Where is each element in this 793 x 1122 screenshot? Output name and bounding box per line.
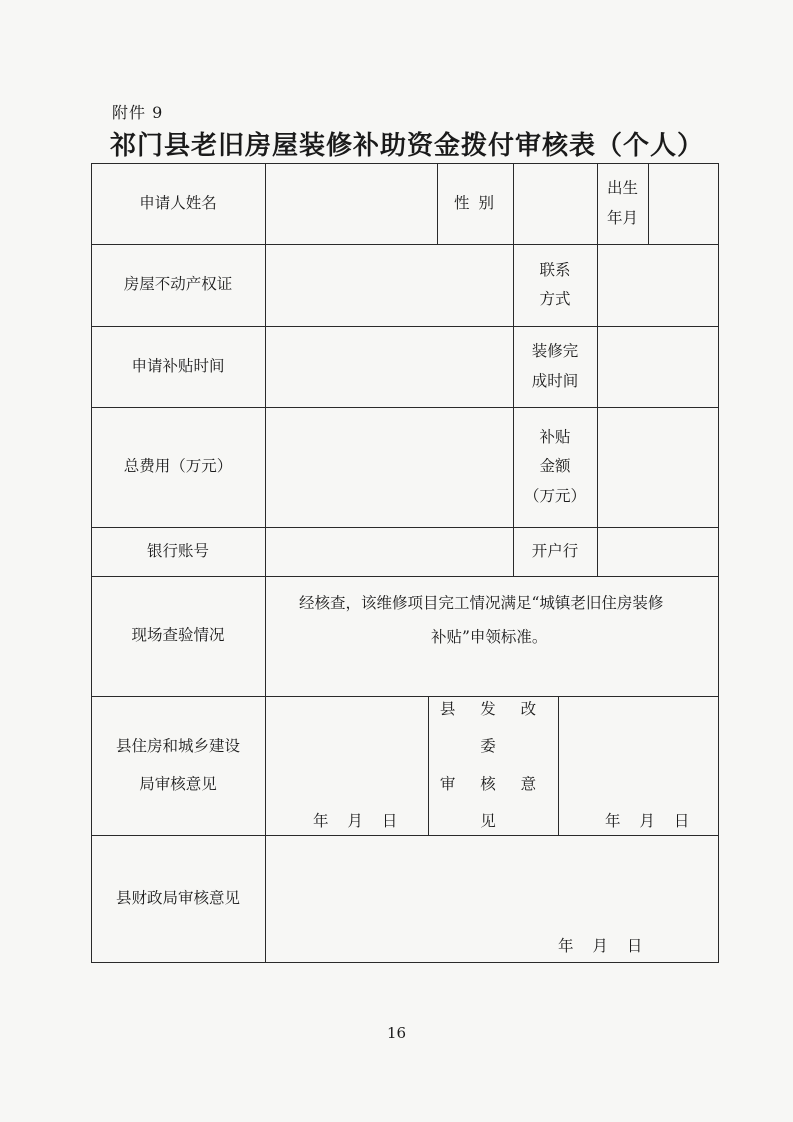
subsidy-label-line2: 金额 — [539, 457, 571, 476]
finance-bureau-opinion-field[interactable] — [265, 835, 719, 963]
drc-label-line1: 县 发 改 委 — [439, 700, 547, 756]
housing-bureau-label — [91, 696, 265, 835]
bank-account-field[interactable] — [265, 527, 513, 576]
drc-label-line2: 审 核 意 见 — [439, 774, 547, 830]
apply-time-field[interactable] — [265, 326, 513, 407]
property-cert-field[interactable] — [265, 244, 513, 326]
completion-time-label — [513, 326, 597, 407]
contact-label-line1: 联系 — [539, 260, 571, 279]
inspection-text-line1: 经核查，该维修项目完工情况满足“城镇老旧住房装修 — [299, 594, 664, 612]
inspection-label: 现场查验情况 — [131, 626, 225, 645]
completion-time-field[interactable] — [597, 326, 719, 407]
completion-label-line1: 装修完 — [531, 342, 579, 361]
inspection-text-line2: 补贴”申领标准。 — [431, 628, 548, 647]
completion-label-line2: 成时间 — [531, 371, 579, 390]
gender-field[interactable] — [513, 163, 597, 244]
page-number: 16 — [386, 1024, 407, 1042]
contact-field[interactable] — [597, 244, 719, 326]
attachment-label: 附件 9 — [112, 103, 164, 122]
housing-label-line1: 县住房和城乡建设 — [115, 737, 240, 756]
page-title: 祁门县老旧房屋装修补助资金拨付审核表（个人） — [110, 131, 705, 161]
applicant-name-field[interactable] — [265, 163, 437, 244]
birth-label-line2: 年月 — [606, 208, 638, 227]
apply-time-label: 申请补贴时间 — [131, 356, 225, 375]
gender-label: 性 别 — [454, 193, 496, 212]
drc-date: 年 月 日 — [605, 812, 690, 830]
property-cert-label: 房屋不动产权证 — [123, 275, 233, 294]
birth-date-label — [597, 163, 648, 244]
subsidy-amount-field[interactable] — [597, 407, 719, 527]
finance-bureau-label: 县财政局审核意见 — [115, 889, 240, 908]
bank-account-label: 银行账号 — [146, 541, 209, 560]
total-cost-field[interactable] — [265, 407, 513, 527]
applicant-name-label: 申请人姓名 — [139, 193, 217, 212]
subsidy-amount-label — [513, 407, 597, 527]
birth-label-line1: 出生 — [606, 179, 638, 198]
contact-label — [513, 244, 597, 326]
inspection-result — [265, 576, 719, 696]
bank-label: 开户行 — [531, 541, 579, 560]
total-cost-label: 总费用（万元） — [123, 457, 233, 476]
birth-date-field[interactable] — [648, 163, 719, 244]
housing-label-line2: 局审核意见 — [139, 774, 217, 793]
contact-label-line2: 方式 — [539, 290, 571, 308]
subsidy-label-line3: （万元） — [523, 486, 586, 505]
subsidy-label-line1: 补贴 — [539, 427, 571, 446]
drc-label — [428, 696, 558, 835]
housing-bureau-date: 年 月 日 — [313, 812, 398, 830]
bank-field[interactable] — [597, 527, 719, 576]
finance-bureau-date: 年 月 日 — [558, 937, 643, 955]
